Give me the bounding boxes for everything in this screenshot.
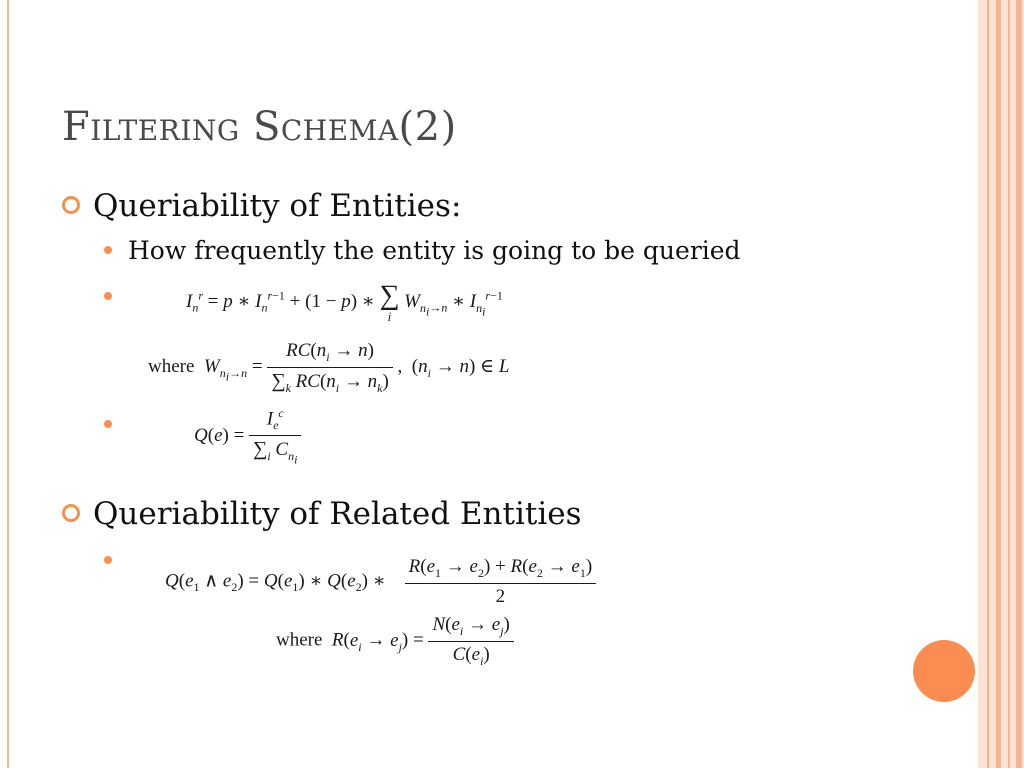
ring-bullet-icon — [62, 196, 80, 214]
dot-bullet-icon — [104, 292, 112, 300]
bullet-queriability-related — [62, 496, 582, 532]
bullet-text: Queriability of Entities: — [93, 188, 462, 224]
sub-bullet-text: How frequently the entity is going to be queried — [128, 236, 741, 265]
formula-bullet-2 — [104, 410, 128, 439]
dot-bullet-icon — [104, 556, 112, 564]
formula-relation-definition: where $R(e_i \to e_j)$ = $\frac{N(e_i \to e_j)}{C(e_i)}$ — [276, 614, 514, 669]
bullet-text: Queriability of Related Entities — [93, 496, 582, 532]
right-border-line-3 — [1008, 0, 1010, 768]
ring-bullet-icon — [62, 504, 80, 522]
dot-bullet-icon — [104, 246, 112, 254]
formula-queriability: Q(e) = $\frac{I_e^c}{\sum_i C_{n_i}}$ — [194, 406, 301, 467]
where-label: where — [276, 629, 323, 651]
bullet-queriability-entities — [62, 188, 461, 224]
formula-bullet-1 — [104, 282, 128, 311]
formula-related-queriability: $Q(e_1$ ∧ $e_2) = Q(e_1)$ ∗ $Q(e_2)$ ∗ $\frac{R(e_1 \to e_2) + R(e_2 \to e_1)}{2}$ — [165, 556, 596, 608]
sub-bullet-frequency — [104, 236, 741, 265]
right-border-line-1 — [987, 0, 989, 768]
formula-bullet-3 — [104, 546, 128, 575]
where-label: where — [148, 356, 195, 378]
formula-weight-definition: where $W_{n_i\to n}$ = $\frac{RC(n_i \to n)}{\sum_k RC(n_i \to n_k)}$ , $(n_i \to n)$ ∈ L — [148, 340, 510, 395]
formula-importance: $I_n^r = p$ ∗ $I_n^{r-1} + (1 - p)$ ∗ ∑ i $W_{n_i\to n}$ ∗ $I_{n_i}^{r-1}$ — [186, 280, 503, 324]
left-border-line — [7, 0, 9, 768]
right-border-line-2 — [996, 0, 1001, 768]
dot-bullet-icon — [104, 420, 112, 428]
right-border-line-4 — [1016, 0, 1022, 768]
slide-title: Filtering Schema(2) — [62, 104, 457, 150]
decorative-circle — [913, 640, 975, 702]
